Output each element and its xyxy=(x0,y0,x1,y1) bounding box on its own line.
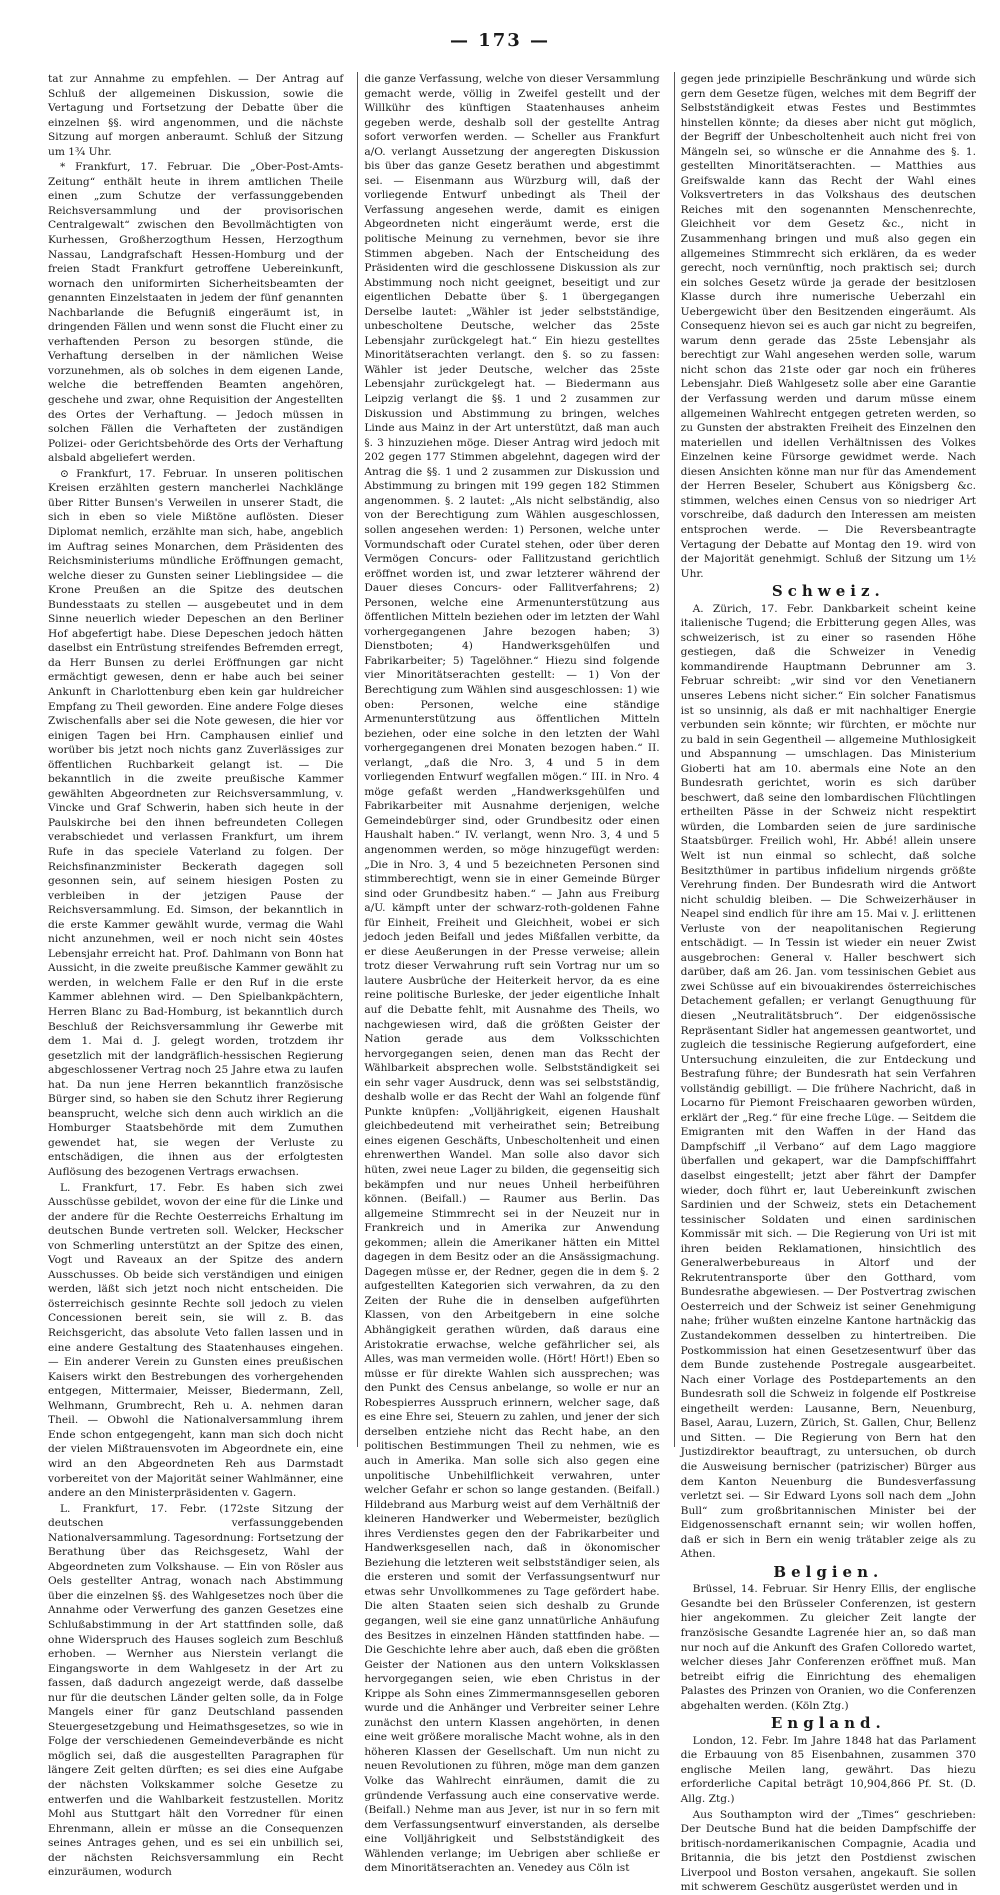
section-heading-england: England. xyxy=(770,1714,886,1733)
column-1 xyxy=(48,72,344,1879)
page-number: — 173 — xyxy=(449,30,551,51)
paragraph: tat zur Annahme zu empfehlen. — Der Antrag auf Schluß der allgemeinen Diskussion, sowie die Vertagung und Fortsetzung der Debatte über die einzelnen §§. wird angenommen, und die nächste Sitzung auf morgen anberaumt. Schluß der Sitzung um 1¾ Uhr. xyxy=(48,73,344,158)
paragraph: London, 12. Febr. Im Jahre 1848 hat das Parlament die Erbauung von 85 Eisenbahnen, zusammen 370 englische Meilen lang, gewährt. Das hiezu erforderliche Capital beträgt 10,904,866 Pf. St. (D. Allg. Ztg.) xyxy=(680,1734,976,1805)
article-columns xyxy=(48,72,976,1894)
column-2 xyxy=(357,72,660,1875)
paragraph: * Frankfurt, 17. Februar. Die „Ober-Post-Amts-Zeitung“ enthält heute in ihrem amtlichen Theile einen „zum Schutze der verfassunggebenden Reichsversammlung und der provisorischen Centralgewalt“ zwischen den Bevollmächtigten von Kurhessen, Großherzogthum Hessen, Herzogthum Nassau, Landgrafschaft Hessen-Homburg und der freien Stadt Frankfurt getroffene Uebereinkunft, wornach den uniformirten Sicherheitsbeamten der genannten Einzelstaaten in jedem der fünf genannten Nachbarlande die Befugniß eingeräumt ist, in dringenden Fällen und wenn sonst die Flucht einer zu verhaftenden Person zu besorgen stünde, die Verhaftung derselben in der nämlichen Weise vorzunehmen, als ob solches in dem eigenen Lande, welche die betreffenden Beamten angehören, geschehe und zwar, ohne Requisition der Angestellten des Ortes der Verhaftung. — Jedoch müssen in solchen Fällen die Verhafteten der zuständigen Polizei- oder Gerichtsbehörde des Orts der Verhaftung alsbald abgeliefert werden. xyxy=(48,161,344,465)
paragraph: gegen jede prinzipielle Beschränkung und würde sich gern dem Gesetze fügen, welches mit dem Begriff der Selbstständigkeit etwas Festes und Bestimmtes hinstellen könnte; da dieses aber nicht gut möglich, der Begriff der Unbescholtenheit auch nicht frei von Mängeln sei, so wünsche er die Annahme des §. 1. gestellten Minoritätserachten. — Matthies aus Greifswalde kann das Recht der Wahl eines Volksvertreters in das Volkshaus des deutschen Reiches mit den sogenannten Menschenrechte, Gleichheit vor dem Gesetz &c., nicht in Zusammenhang bringen und muß also gegen ein allgemeines Stimmrecht sich erklären, da es weder gerecht, noch vernünftig, noch praktisch sei; durch ein solches Gesetz würde ja gerade der besitzlosen Klasse durch ihre numerische Ueberzahl ein Uebergewicht über den Besitzenden eingeräumt. Als Consequenz hievon sei es auch gar nicht zu begreifen, warum denn gerade das 25ste Lebensjahr als berechtigt zur Wahl angesehen werden solle, warum nicht schon das 21ste oder gar noch ein früheres Lebensjahr. Dieß Wahlgesetz solle aber eine Garantie der Verfassung werden und darum müsse einem allgemeinen Wahlrecht entgegen getreten werden, so zu Gunsten der abstrakten Freiheit des Einzelnen den materiellen und idellen Verhältnissen des Volkes Einzelnen keine Fürsorge gewidmet werde. Nach diesen Ansichten könne man nur für das Amendement der Herren Beseler, Schubert aus Königsberg &c. stimmen, welches einen Census von so niedriger Art vorschreibe, daß dadurch den Interessen am meisten entsprochen werde. — Die Reversbeantragte Vertagung der Debatte auf Montag den 19. wird von der Majorität genehmigt. Schluß der Sitzung um 1½ Uhr. xyxy=(680,73,976,580)
section-heading-schweiz: Schweiz. xyxy=(771,582,885,601)
paragraph: die ganze Verfassung, welche von dieser Versammlung gemacht werde, völlig in Zweifel gestellt und der Willkühr des künftigen Staatenhauses anheim gegeben werde, deshalb soll der gestellte Antrag sofort verworfen werden. — Scheller aus Frankfurt a/O. verlangt Aussetzung der angeregten Diskussion bis über das ganze Gesetz berathen und abgestimmt sei. — Eisenmann aus Würzburg will, daß der vorliegende Entwurf unbedingt als Theil der Verfassung angesehen werde, damit es einigen Abgeordneten nicht eingeräumt werde, erst die politische Meinung zu vernehmen, bevor sie ihre Stimmen abgeben. Nach der Entscheidung des Präsidenten wird die geschlossene Diskussion als zur Abstimmung noch nicht geeignet, beseitigt und zur eigentlichen Debatte über §. 1 übergegangen Derselbe lautet: „Wähler ist jeder selbstständige, unbescholtene Deutsche, welcher das 25ste Lebensjahr zurückgelegt hat.“ Ein hiezu gestelltes Minoritätserachten verlangt. den §. so zu fassen: Wähler ist jeder Deutsche, welcher das 25ste Lebensjahr zurückgelegt hat. — Biedermann aus Leipzig verlangt die §§. 1 und 2 zusammen zur Diskussion und Abstimmung zu bringen, welches Linde aus Mainz in der Art unterstützt, daß man auch §. 3 hinzuziehen möge. Dieser Antrag wird jedoch mit 202 gegen 177 Stimmen abgelehnt, dagegen wird der Antrag die §§. 1 und 2 zusammen zur Diskussion und Abstimmung zu bringen mit 199 gegen 182 Stimmen angenommen. §. 2 lautet: „Als nicht selbständig, also von der Berechtigung zum Wählen ausgeschlossen, sollen angesehen werden: 1) Personen, welche unter Vormundschaft oder Curatel stehen, oder über deren Vermögen Concurs- oder Fallitzustand gerichtlich eröffnet worden ist, und zwar letzterer während der Dauer dieses Concurs- oder Fallitverfahrens; 2) Personen, welche eine Armenunterstützung aus öffentlichen Mitteln beziehen oder im letzten der Wahl vorhergegangenen Jahre bezogen haben; 3) Dienstboten; 4) Handwerksgehülfen und Fabrikarbeiter; 5) Tagelöhner.“ Hiezu sind folgende vier Minoritätserachten gestellt: — 1) Von der Berechtigung zum Wählen sind ausgeschlossen: 1) wie oben: Personen, welche eine ständige Armenunterstützung aus öffentlichen Mitteln beziehen, oder eine solche in den letzten der Wahl vorhergegangenen drei Monaten bezogen haben.“ II. verlangt, „daß die Nro. 3, 4 und 5 in dem vorliegenden Entwurf wegfallen mögen.“ III. in Nro. 4 möge gefaßt werden „Handwerksgehülfen und Fabrikarbeiter mit Ausnahme derjenigen, welche Gemeindebürger sind, oder Grundbesitz oder einen Haushalt haben.“ IV. verlangt, wenn Nro. 3, 4 und 5 angenommen werden, so möge hinzugefügt werden: „Die in Nro. 3, 4 und 5 bezeichneten Personen sind stimmberechtigt, wenn sie in einer Gemeinde Bürger sind oder Grundbesitz haben.“ — Jahn aus Freiburg a/U. kämpft unter der schwarz-roth-goldenen Fahne für Einheit, Freiheit und Gleichheit, wobei er sich jedoch jeden Beifall und jedes Mißfallen verbitte, da er diese Aeußerungen in der Presse verweise; allein trotz dieser Verwahrung ruft sein Vortrag nur um so lautere Ausbrüche der Heiterkeit hervor, da es eine reine politische Burleske, der jeder eigentliche Inhalt auf die Debatte fehlt, mit Ausnahme des Theils, wo nachgewiesen wird, daß die größten Geister der Nation gerade aus dem Volksschichten hervorgegangen seien, denen man das Recht der Wählbarkeit absprechen wolle. Selbstständigkeit sei ein sehr vager Ausdruck, denn was sei selbstständig, deshalb wolle er das Recht der Wahl an folgende fünf Punkte knüpfen: „Volljährigkeit, eigenen Haushalt gleichbedeutend mit verheirathet sein; Betreibung eines eigenen Geschäfts, Unbescholtenheit und einen ehrenwerthen Wandel. Man solle also davor sich hüten, zwei neue Lager zu bilden, die gegenseitig sich bekämpfen und nur neues Unheil herbeiführen können. (Beifall.) — Raumer aus Berlin. Das allgemeine Stimmrecht sei in der Neuzeit nur in Frankreich und in Amerika zur Anwendung gekommen; allein die Amerikaner hätten ein Mittel dagegen in dem Besitz oder an die Ansässigmachung. Dagegen müsse er, der Redner, gegen die in dem §. 2 aufgestellten Kategorien sich verwahren, da zu den Zeiten der Ruhe die in denselben aufgeführten Klassen, von den Arbeitgebern in eine solche Abhängigkeit gerathen würden, daß daraus eine Aristokratie erwachse, welche gefährlicher sei, als Alles, was man vermeiden wolle. (Hört! Hört!) Eben so müsse er für direkte Wahlen sich aussprechen; was den Punkt des Census anbelange, so wolle er nur an Robespierres Ausspruch erinnern, welcher sage, daß es eine Ehre sei, Steuern zu zahlen, und jener der sich derselben entziehe nicht das Recht habe, an den politischen Bestimmungen Theil zu nehmen, wie es auch in Amerika. Man solle sich also gegen eine unpolitische Unbehilflichkeit verwahren, unter welcher Gefahr er schon so lange gestanden. (Beifall.) Hildebrand aus Marburg weist auf dem Verhältniß der kleineren Handwerker und Webermeister, bezüglich ihres Verdienstes gegen den der Fabrikarbeiter und Handwerksgesellen nach, daß in ökonomischer Beziehung die letzteren weit selbstständiger seien, als die ersteren und somit der Verfassungsentwurf nur etwas sehr Unvollkommenes zu Tage gefördert habe. Die alten Staaten seien sich deshalb zu Grunde gegangen, weil sie eine ganz unnatürliche Anhäufung des Besitzes in einzelnen Händen stattfinden habe. — Die Geschichte lehre aber auch, daß eben die größten Geister der Nationen aus den untern Volksklassen hervorgegangen seien, wie eben Christus in der Krippe als Sohn eines Zimmermannsgesellen geboren wurde und die Anhänger und Verbreiter seiner Lehre zunächst den untern Klassen angehörten, in denen eine weit größere moralische Macht wohne, als in den höheren Klassen der Gesellschaft. Um nun nicht zu neuen Revolutionen zu führen, möge man dem ganzen Volke das Wahlrecht einräumen, damit die zu gründende Verfassung auch eine conservative werde. (Beifall.) Nehme man aus Jever, ist nur in so fern mit dem Verfassungsentwurf einverstanden, als derselbe eine Volljährigkeit und Selbstständigkeit des Wählenden verlange; im Uebrigen aber schließe er dem Minoritätserachten an. Venedey aus Cöln ist xyxy=(364,73,660,1875)
paragraph: L. Frankfurt, 17. Febr. Es haben sich zwei Ausschüsse gebildet, wovon der eine für die Linke und der andere für die Rechte Oesterreichs Erhaltung im deutschen Bunde vertreten soll. Welcker, Heckscher von Schmerling unterstützt an der Spitze des einen, Vogt und Raveaux an der Spitze des andern Ausschusses. Ob beide sich verständigen und einigen werden, läßt sich jetzt noch nicht entscheiden. Die österreichisch gesinnte Rechte soll jedoch zu vielen Concessionen bereit sein, sie will z. B. das Reichsgericht, das absolute Veto fallen lassen und in eine andere Gestaltung des Staatenhauses eingehen. — Ein anderer Verein zu Gunsten eines preußischen Kaisers wirkt den Bestrebungen des vorhergehenden entgegen, Mittermaier, Meisser, Biedermann, Zell, Welhmann, Grumbrecht, Reh u. A. nehmen daran Theil. — Obwohl die Nationalversammlung ihrem Ende schon entgegengeht, kann man sich doch nicht der vielen Mißtrauensvoten im Abgeordnete ein, eine wird an den Abgeordneten Reh aus Darmstadt vorbereitet von der Majorität seiner Wahlmänner, eine andere an den Ministerpräsidenten v. Gagern. xyxy=(48,1181,344,1500)
paragraph: ⊙ Frankfurt, 17. Februar. In unseren politischen Kreisen erzählten gestern mancherlei Nachklänge über Ritter Bunsen's Verweilen in unserer Stadt, die sich in eben so viele Mißtöne auflösten. Dieser Diplomat nemlich, erzählte man sich, habe, angeblich im Auftrag seines Monarchen, dem Präsidenten des Reichsministeriums mündliche Eröffnungen gemacht, welche dieser zu Gunsten seiner Lieblingsidee — die Krone Preußen an die Spitze des deutschen Bundesstaats zu stellen — ausgebeutet und in dem Sinne neuerlich wieder Depeschen an den Berliner Hof abgefertigt habe. Diese Depeschen jedoch hätten daselbst ein Entrüstung streifendes Befremden erregt, da Herr Bunsen zu derlei Eröffnungen gar nicht ermächtigt gewesen, denn er habe auch bei seiner Ankunft in Charlottenburg eben kein gar huldreicher Empfang zu Theil geworden. Eine andere Folge dieses Zwischenfalls aber sei die Note gewesen, die hier vor einigen Tagen bei Hrn. Camphausen einlief und worüber bis jetzt noch nichts ganz Zuverlässiges zur öffentlichen Ruchbarkeit gelangt ist. — Die bekanntlich in die zweite preußische Kammer gewählten Abgeordneten zur Reichsversammlung, v. Vincke und Graf Schwerin, haben sich heute in der Paulskirche bei den ihnen befreundeten Collegen verabschiedet und verlassen Frankfurt, um ihrem Rufe in das speciele Vaterland zu folgen. Der Reichsfinanzminister Beckerath dagegen soll gesonnen sein, auf seinem hiesigen Posten zu verbleiben in der jetzigen Pause der Reichsversammlung. Ed. Simson, der bekanntlich in die erste Kammer gewählt wurde, vermag die Wahl nicht anzunehmen, weil er noch nicht sein 40stes Lebensjahr erreicht hat. Prof. Dahlmann von Bonn hat Aussicht, in die zweite preußische Kammer gewählt zu werden, in welchem Falle er den Ruf in die erste Kammer ablehnen wird. — Den Spielbankpächtern, Herren Blanc zu Bad-Homburg, ist bekanntlich durch Beschluß der Reichsversammlung ihr Gewerbe mit dem 1. Mai d. J. gelegt worden, trotzdem ihr gesetzlich mit der landgräflich-hessischen Regierung abgeschlossener Vertrag noch 25 Jahre etwa zu laufen hat. Da nun jene Herren bekanntlich französische Bürger sind, so haben sie den Schutz ihrer Regierung beansprucht, welche sich denn auch wirklich an die Homburger Staatsbehörde mit dem Zumuthen gewendet hat, sie wegen der Verluste zu entschädigen, die ihnen aus der erfolgtesten Auflösung des bezogenen Vertrags erwachsen. xyxy=(48,467,344,1179)
paragraph: L. Frankfurt, 17. Febr. (172ste Sitzung der deutschen verfassunggebenden Nationalversammlung. Tagesordnung: Fortsetzung der Berathung über das Reichsgesetz, Wahl der Abgeordneten zum Volkshause. — Ein von Rösler aus Oels gestellter Antrag, wonach nach Abstimmung über die einzelnen §§. des Wahlgesetzes noch über die Annahme oder Verwerfung des ganzen Gesetzes eine Schlußabstimmung in der Art stattfinden solle, daß ohne Widerspruch des Hauses sogleich zum Beschluß erhoben. — Wernher aus Nierstein verlangt die Eingangsworte in dem Wahlgesetz in der Art zu fassen, daß dadurch angezeigt werde, daß dasselbe nur für die deutschen Länder gelten solle, da in Folge Mangels einer für ganz Deutschland passenden Steuergesetzgebung und Heimathsgesetzes, so wie in Folge der verschiedenen Gemeindeverbände es nicht möglich sei, daß die ausgestellten Paragraphen für längere Zeit gelten dürften; es sei dies eine Aufgabe der nächsten Volkskammer solche Gesetze zu entwerfen und die Wahlbarkeit festzustellen. Moritz Mohl aus Stuttgart hält den Vorredner für einen Ehrenmann, allein er müsse an die Consequenzen seines Antrages gehen, und es sei ein unbillich sei, der nächsten Reichsversammlung ein Recht einzuräumen, wodurch xyxy=(48,1502,344,1879)
paragraph: Aus Southampton wird der „Times“ geschrieben: Der Deutsche Bund hat die beiden Dampfschiffe der britisch-nordamerikanischen Compagnie, Acadia und Britannia, die bis jetzt den Postdienst zwischen Liverpool und Boston versahen, angekauft. Sie sollen mit schwerem Geschütz ausgerüstet werden und in xyxy=(680,1808,976,1894)
column-3 xyxy=(674,72,976,1894)
section-heading-belgien: Belgien. xyxy=(773,1562,884,1581)
paragraph: Brüssel, 14. Februar. Sir Henry Ellis, der englische Gesandte bei den Brüsseler Conferenzen, ist gestern hier angekommen. Zu gleicher Zeit langte der französische Gesandte Lagrenée hier an, so daß man nur noch auf die Ankunft des Grafen Colloredo wartet, welcher dieses Jahr Conferenzen eröffnet muß. Man betreibt eifrig die Einrichtung des ehemaligen Palastes des Prinzen von Oranien, wo die Conferenzen abgehalten werden. (Köln Ztg.) xyxy=(680,1583,976,1712)
paragraph: A. Zürich, 17. Febr. Dankbarkeit scheint keine italienische Tugend; die Erbitterung gegen Alles, was schweizerisch, ist zu einer so rasenden Höhe gestiegen, daß die Schweizer in Venedig kommandirende Hauptmann Debrunner am 3. Februar schreibt: „wir sind vor den Venetianern unseres Lebens nicht sicher.“ Ein solcher Fanatismus ist so unsinnig, als daß er mit nachhaltiger Energie verbunden sein könnte; wir fürchten, er möchte nur zu bald in sein Gegentheil — allgemeine Muthlosigkeit und Abspannung — umschlagen. Das Ministerium Gioberti hat am 10. abermals eine Note an den Bundesrath gerichtet, worin es sich darüber beschwert, daß seine den lombardischen Flüchtlingen ertheilten Pässe in der Schweiz nicht respektirt würden, die Lombarden seien de jure sardinische Staatsbürger. Freilich wohl, Hr. Abbé! allein unsere Welt ist nun einmal so schlecht, daß solche Besitzthümer in partibus infidelium nirgends größte Verehrung finden. Der Bundesrath wird die Antwort nicht schuldig bleiben. — Die Schweizerhäuser in Neapel sind endlich für ihre am 15. Mai v. J. erlittenen Verluste von der neapolitanischen Regierung entschädigt. — In Tessin ist wieder ein neuer Zwist ausgebrochen: General v. Haller beschwert sich darüber, daß am 26. Jan. vom tessinischen Gebiet aus zwei Schüsse auf ein bivouakirendes österreichisches Detachement gefallen; er verlangt Genugthuung für diesen „Neutralitätsbruch“. Der eidgenössische Repräsentant Sidler hat angemessen geantwortet, und zugleich die tessinische Regierung aufgefordert, eine Untersuchung einzuleiten, die zur Entdeckung und Bestrafung führe; der Bundesrath hat sein Verfahren vollständig gebilligt. — Die frühere Nachricht, daß in Locarno für Piemont Freischaaren geworben würden, erklärt der „Reg.“ für eine freche Lüge. — Seitdem die Emigranten mit den Waffen in der Hand das Dampfschiff „il Verbano“ auf dem Lago maggiore überfallen und gekapert, war die Dampfschifffahrt daselbst eingestellt; jetzt aber fährt der Dampfer wieder, doch führt er, laut Uebereinkunft zwischen Sardinien und der Schweiz, stets ein Detachement tessinischer Soldaten und einen sardinischen Kommissär mit sich. — Die Regierung von Uri ist mit ihren beiden Reklamationen, hinsichtlich des Generalwerbebureaus in Altorf und der Rekrutentransporte über den Gotthard, vom Bundesrathe abgewiesen. — Der Postvertrag zwischen Oesterreich und der Schweiz ist seiner Genehmigung nahe; früher wußten einzelne Kantone hartnäckig das Zustandekommen desselben zu hintertreiben. Die Postkommission hat einen Gesetzesentwurf über das dem Bunde zustehende Postregale ausgearbeitet. Nach einer Vorlage des Postdepartements an den Bundesrath soll die Schweiz in folgende elf Postkreise eingetheilt werden: Lausanne, Bern, Neuenburg, Basel, Aarau, Luzern, Zürich, St. Gallen, Chur, Bellenz und Sitten. — Die Regierung von Bern hat den Justizdirektor beauftragt, zu untersuchen, ob durch die Ausweisung bernischer (patrizischer) Bürger aus dem Kanton Neuenburg die Bundesverfassung verletzt sei. — Sir Edward Lyons soll nach dem „John Bull“ zum großbritannischen Minister bei der Eidgenossenschaft ernannt sein; wir wollen hoffen, daß er sich in Bern ein wenig trätabler zeige als zu Athen. xyxy=(680,602,976,1561)
